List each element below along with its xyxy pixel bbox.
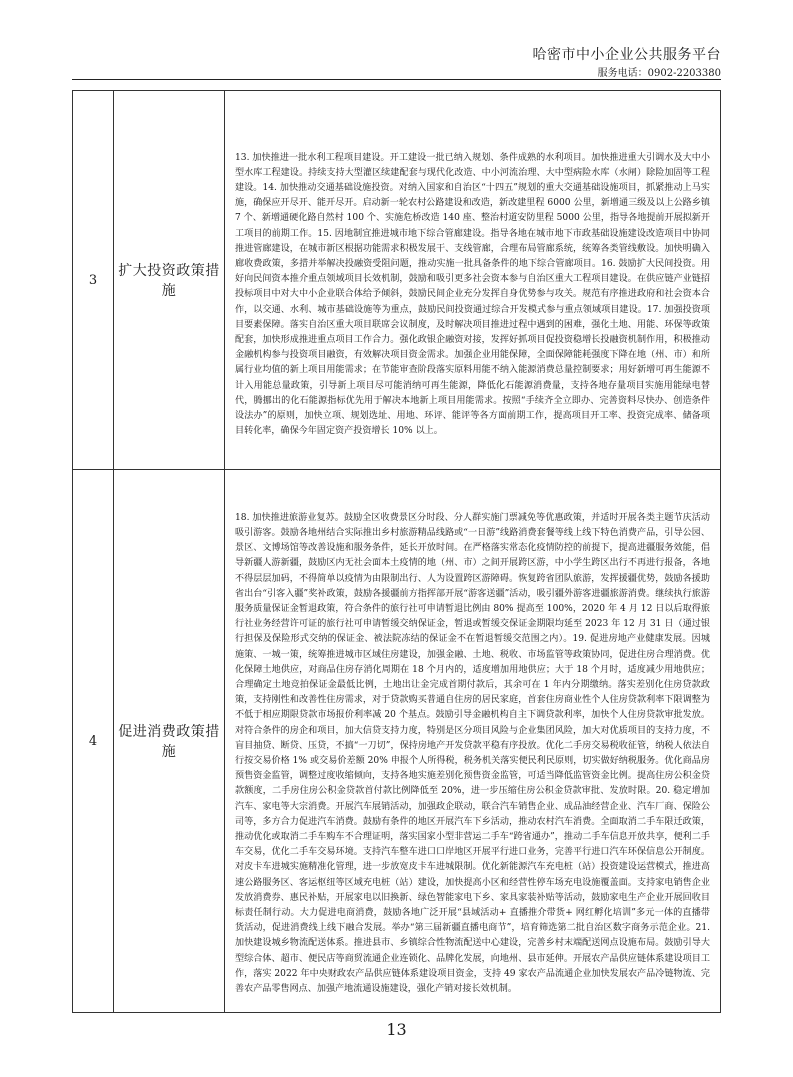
table-row bbox=[73, 91, 721, 470]
policy-content: 18. 加快推进旅游业复苏。鼓励全区收费景区分时段、分人群实施门票减免等优惠政策，并适时开展各类主题节庆活动吸引游客。鼓励各地州结合实际推出乡村旅游精品线路或“一日游”线路消费套餐等线上线下特色消费产品，引导公园、景区、文博场馆等改善设施和服务条件，延长开放时间。在严格落实常态化疫情防控的前提下，提高进疆服务效能，倡导新疆人游新疆，鼓励区内无社会面本土疫情的地（州、市）之间开展跨区游，中小学生跨区出行不再进行报备，各地不得层层加码，不得简单以疫情为由限制出行、人为设置跨区游障碍。恢复跨省团队旅游，发挥援疆优势，鼓励各援助省出台“引客入疆”奖补政策，鼓励各援疆前方指挥部开展“游客送疆”活动，吸引疆外游客进疆旅游消费。继续执行旅游服务质量保证金暂退政策，符合条件的旅行社可申请暂退比例由 80% 提高至 100%，2020 年 4 月 12 日以后取得旅行社业务经营许可证的旅行社可申请暂缓交纳保证金，暂退或暂缓交保证金期限均延至 2023 年 12 月 31 日（通过银行担保及保险形式交纳的保证金、被法院冻结的保证金不在暂退暂缓交范围之内）。19. 促进房地产业健康发展。因城施策、一城一策，统筹推进城市区域住房建设，加强金融、土地、税收、市场监管等政策协同，促进住房合理消费。优化保障土地供应，对商品住房存消化周期在 18 个月内的，适度增加用地供应；大于 18 个月时，适度减少用地供应；合理确定土地竞拍保证金最低比例，土地出让金完成首期付款后，其余可在 1 年内分期缴纳。落实差别化住房贷款政策，支持刚性和改善性住房需求，对于贷款购买普通自住房的居民家庭，首套住房商业性个人住房贷款利率下限调整为不低于相应期限贷款市场报价利率减 20 个基点。鼓励引导金融机构自主下调贷款利率，加快个人住房贷款审批发放。对符合条件的房企和项目，加大信贷支持力度，特别是区分项目风险与企业集团风险，加大对优质项目的支持力度，不盲目抽贷、断贷、压贷，不搞“一刀切”，保持房地产开发贷款平稳有序投放。优化二手房交易税收征管，纳税人依法自行按交易价格 1% 或交易价差额 20% 申报个人所得税，税务机关落实便民利民原则，切实做好纳税服务。优化商品房预售资金监管，调整过度收缩倾向，支持各地实施差别化预售资金监管，可适当降低监管资金比例。提高住房公积金贷款额度，二手房住房公积金贷款首付款比例降低至 20%，进一步压缩住房公积金贷款审批、发放时限。20. 稳定增加汽车、家电等大宗消费。开展汽车展销活动，加强政企联动，联合汽车销售企业、成品油经营企业、汽车厂商、保险公司等，多方合力促进汽车消费。鼓励有条件的地区开展汽车下乡活动，推动农村汽车消费。全面取消二手车限迁政策，推动优化或取消二手车购车不合理证明，落实国家小型非营运二手车“跨省通办”，推动二手车信息开放共享，便利二手车交易，优化二手车交易环境。支持汽车整车进口口岸地区开展平行进口业务，完善平行进口汽车环保信息公开制度。对皮卡车进城实施精准化管理，进一步放宽皮卡车进城限制。优化新能源汽车充电桩（站）投资建设运营模式，推进高速公路服务区、客运枢纽等区域充电桩（站）建设，加快提高小区和经营性停车场充电设施覆盖面。支持家电销售企业发放消费券、惠民补贴，开展家电以旧换新、绿色智能家电下乡、家具家装补贴等活动，鼓励家电生产企业开展回收目标责任制行动。大力促进电商消费，鼓励各地广泛开展“县域活动+ 直播推介带货+ 网红孵化培训”多元一体的直播带货活动，促进消费线上线下融合发展。举办“第三届新疆直播电商节”，培育筛选第二批自治区数字商务示范企业。21. 加快建设城乡物流配送体系。推进县市、乡镇综合性物流配送中心建设，完善乡村末端配送网点设施布局。鼓励引导大型综合体、超市、便民店等商贸流通企业连锁化、品牌化发展，向地州、县市延伸。开展农产品供应链体系建设项目工作，落实 2022 年中央财政农产品供应链体系建设项目资金，支持 49 家农产品流通企业加快发展农产品冷链物流、完善农产品零售网点、加强产地流通设施建设，强化产销对接长效机制。 bbox=[235, 512, 710, 995]
policy-name: 促进消费政策措施 bbox=[114, 470, 225, 1013]
page-number: 13 bbox=[386, 1020, 407, 1039]
row-number: 3 bbox=[73, 91, 114, 470]
row-number: 4 bbox=[73, 470, 114, 1013]
header-title: 哈密市中小企业公共服务平台 bbox=[532, 47, 721, 63]
policy-name: 扩大投资政策措施 bbox=[114, 91, 225, 470]
header-rule bbox=[72, 79, 721, 80]
header-phone: 服务电话：0902-2203380 bbox=[597, 68, 721, 79]
policy-content-cell bbox=[225, 470, 721, 1013]
policy-table bbox=[72, 90, 721, 1013]
policy-content-cell bbox=[225, 91, 721, 470]
policy-content: 13. 加快推进一批水利工程项目建设。开工建设一批已纳入规划、条件成熟的水利项目。加快推进重大引调水及大中小型水库工程建设。持续支持大型灌区续建配套与现代化改造、中小河流治理、大中型病险水库（水闸）除险加固等工程建设。14. 加快推动交通基础设施投资。对纳入国家和自治区“十四五”规划的重大交通基础设施项目，抓紧推动上马实施，确保应开尽开、能开尽开。启动新一轮农村公路建设和改造，新改建里程 6000 公里，新增通三级及以上公路乡镇 7 个、新增通硬化路自然村 100 个、实施危桥改造 140 座、整治村道安防里程 5000 公里，指导各地提前开展拟新开工项目的前期工作。15. 因地制宜推进城市地下综合管廊建设。指导各地在城市地下市政基础设施建设改造项目中协同推进管廊建设，在城市新区根据功能需求积极发展干、支线管廊，合理布局管廊系统，统筹各类管线敷设。加快明确入廊收费政策，多措并举解决投融资受阻问题，推动实施一批具备条件的地下综合管廊项目。16. 鼓励扩大民间投资。用好向民间资本推介重点领域项目长效机制，鼓励和吸引更多社会资本参与自治区重大工程项目建设。在供应链产业链招投标项目中对大中小企业联合体给予倾斜，鼓励民间企业充分发挥自身优势参与攻关。规范有序推进政府和社会资本合作，以交通、水利、城市基础设施等为重点，鼓励民间投资通过综合开发模式参与重点领域项目建设。17. 加强投资项目要素保障。落实自治区重大项目联席会议制度，及时解决项目推进过程中遇到的困难，强化土地、用能、环保等政策配套，加快形成推进重点项目工作合力。强化政银企融资对接，发挥好抓项目促投资稳增长投融资机制作用，积极推动金融机构参与投资项目融资，有效解决项目资金需求。加强企业用能保障，全面保障能耗强度下降在地（州、市）和所属行业均值的新上项目用能需求；在节能审查阶段落实原料用能不纳入能源消费总量控制要求；用好新增可再生能源不计入用能总量政策，引导新上项目尽可能消纳可再生能源，降低化石能源消费量，支持各地存量项目实施用能绿电替代，腾挪出的化石能源指标优先用于解决本地新上项目用能需求。按照“手续齐全立即办、完善资料尽快办、创造条件设法办”的原则，加快立项、规划选址、用地、环评、能评等各方面前期工作，提高项目开工率、投资完成率、储备项目转化率，确保今年固定资产投资增长 10% 以上。 bbox=[235, 152, 710, 437]
table-row bbox=[73, 470, 721, 1013]
